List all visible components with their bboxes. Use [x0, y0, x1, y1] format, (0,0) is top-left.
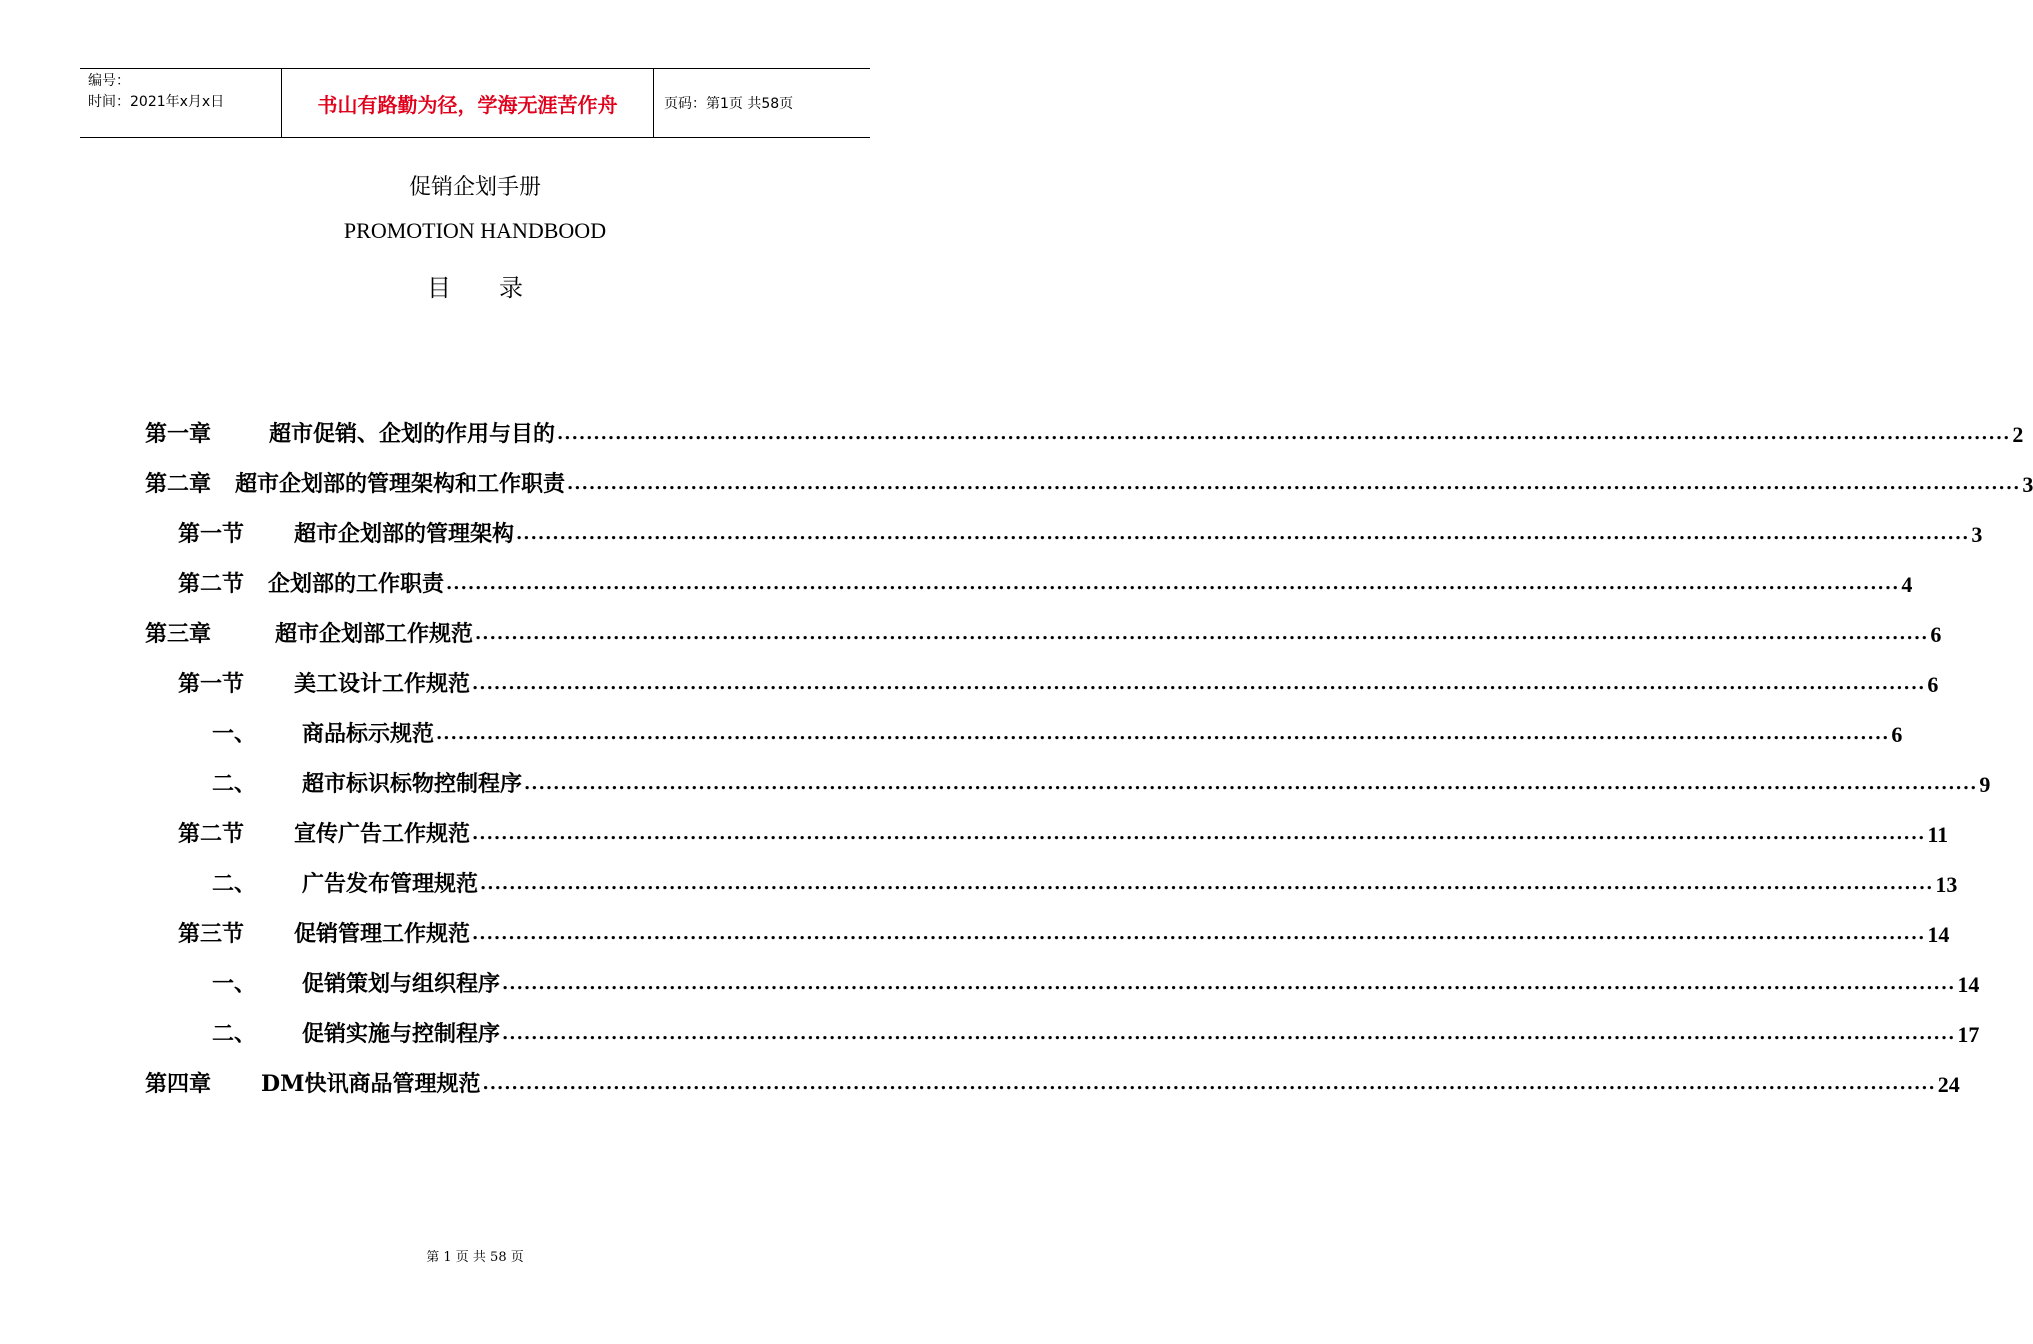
toc-entry-page: 13: [1935, 872, 1958, 897]
toc-entry-page: 3: [1971, 522, 1983, 547]
toc-leader-dots: ........................................................................................................................................................................................................: [472, 823, 1926, 844]
toc-entry-title: 超市企划部的管理架构: [294, 521, 515, 547]
toc-entry-title: 超市标识标物控制程序: [302, 771, 523, 797]
toc-leader-dots: ........................................................................................................................................................................................................: [436, 723, 1890, 744]
toc-entry-label: 二、: [212, 1021, 257, 1047]
toc-entry-page: 14: [1957, 972, 1980, 997]
toc-entry-page: 6: [1927, 672, 1939, 697]
toc-entry-title: 超市企划部的管理架构和工作职责: [235, 471, 566, 497]
toc-entry-title: 商品标示规范: [302, 721, 435, 747]
toc-entry-title: 宣传广告工作规范: [294, 821, 471, 847]
toc-entry-page: 24: [1937, 1072, 1960, 1097]
toc-heading-char-1: 目: [427, 274, 451, 302]
toc-leader-dots: ........................................................................................................................................................................................................: [502, 1023, 1956, 1044]
toc-entry[interactable]: [145, 418, 2024, 448]
document-title-en: PROMOTION HANDBOOD: [343, 218, 607, 243]
toc-heading: [0, 268, 950, 303]
toc-entry-label: 第三节: [178, 921, 245, 947]
toc-entry-label: 一、: [212, 721, 257, 747]
toc-entry-label: 第一节: [178, 671, 245, 697]
toc-leader-dots: ........................................................................................................................................................................................................: [482, 1073, 1936, 1094]
toc-entry-label: 第三章: [145, 621, 212, 647]
toc-entry[interactable]: [178, 918, 1950, 948]
page-header: [80, 68, 870, 138]
toc-entry-label: 第二节: [178, 821, 245, 847]
toc-entry-title: 企划部的工作职责: [268, 571, 445, 597]
toc-entry-title: 广告发布管理规范: [302, 871, 479, 897]
toc-leader-dots: ........................................................................................................................................................................................................: [472, 923, 1926, 944]
toc-entry-page: 14: [1927, 922, 1950, 947]
toc-entry[interactable]: [178, 668, 1939, 698]
toc-entry-label: 第二章: [145, 471, 212, 497]
toc-leader-dots: ........................................................................................................................................................................................................: [567, 473, 2021, 494]
header-motto: 书山有路勤为径，学海无涯苦作舟: [281, 69, 654, 137]
toc-entry-page: 3: [2022, 472, 2033, 497]
toc-entry-title: DM快讯商品管理规范: [261, 1071, 481, 1097]
toc-entry[interactable]: [212, 1018, 1980, 1048]
toc-heading-char-2: 录: [499, 274, 523, 302]
toc-entry-label: 第四章: [145, 1071, 212, 1097]
toc-entry-page: 6: [1891, 722, 1903, 747]
toc-entry[interactable]: [212, 968, 1980, 998]
toc-entry-page: 17: [1957, 1022, 1980, 1047]
toc-leader-dots: ........................................................................................................................................................................................................: [472, 673, 1926, 694]
toc-entry-title: 超市企划部工作规范: [275, 621, 474, 647]
toc-entry-title: 促销策划与组织程序: [302, 971, 501, 997]
toc-entry-label: 二、: [212, 771, 257, 797]
toc-entry-page: 11: [1927, 822, 1949, 847]
toc-entry-title: 促销实施与控制程序: [302, 1021, 501, 1047]
header-meta: [80, 69, 281, 137]
toc-entry-page: 9: [1979, 772, 1991, 797]
toc-leader-dots: ........................................................................................................................................................................................................: [480, 873, 1934, 894]
toc-leader-dots: ........................................................................................................................................................................................................: [446, 573, 1900, 594]
toc-entry[interactable]: [145, 468, 2033, 498]
code-label: 编号：: [88, 73, 130, 89]
toc-entry-label: 第一章: [145, 421, 212, 447]
toc-leader-dots: ........................................................................................................................................................................................................: [502, 973, 1956, 994]
toc-leader-dots: ........................................................................................................................................................................................................: [475, 623, 1929, 644]
page-footer: 第 1 页 共 58 页: [426, 1250, 524, 1265]
toc-entry[interactable]: [212, 868, 1958, 898]
toc-entry[interactable]: [145, 1068, 1960, 1098]
toc-entry-label: 第二节: [178, 571, 245, 597]
toc-entry-label: 第一节: [178, 521, 245, 547]
toc-leader-dots: ........................................................................................................................................................................................................: [516, 523, 1970, 544]
document-title-cn: 促销企划手册: [408, 175, 541, 200]
toc-entry[interactable]: [212, 718, 1903, 748]
toc-entry[interactable]: [212, 768, 1991, 798]
toc-entry-title: 促销管理工作规范: [294, 921, 471, 947]
toc-entry-title: 超市促销、企划的作用与目的: [269, 421, 556, 447]
toc-entry-page: 2: [2012, 422, 2024, 447]
toc-entry-title: 美工设计工作规范: [294, 671, 471, 697]
toc-entry[interactable]: [178, 818, 1949, 848]
toc-leader-dots: ........................................................................................................................................................................................................: [557, 423, 2011, 444]
toc-leader-dots: ........................................................................................................................................................................................................: [524, 773, 1978, 794]
toc-entry-label: 一、: [212, 971, 257, 997]
toc-entry[interactable]: [178, 518, 1983, 548]
header-page-info: 页码：第1页 共58页: [664, 96, 794, 112]
toc-entry-page: 4: [1901, 572, 1913, 597]
toc-entry[interactable]: [178, 568, 1913, 598]
toc-entry-label: 二、: [212, 871, 257, 897]
toc-entry[interactable]: [145, 618, 1942, 648]
toc-entry-page: 6: [1930, 622, 1942, 647]
date-label: 时间：2021年x月x日: [88, 94, 225, 110]
